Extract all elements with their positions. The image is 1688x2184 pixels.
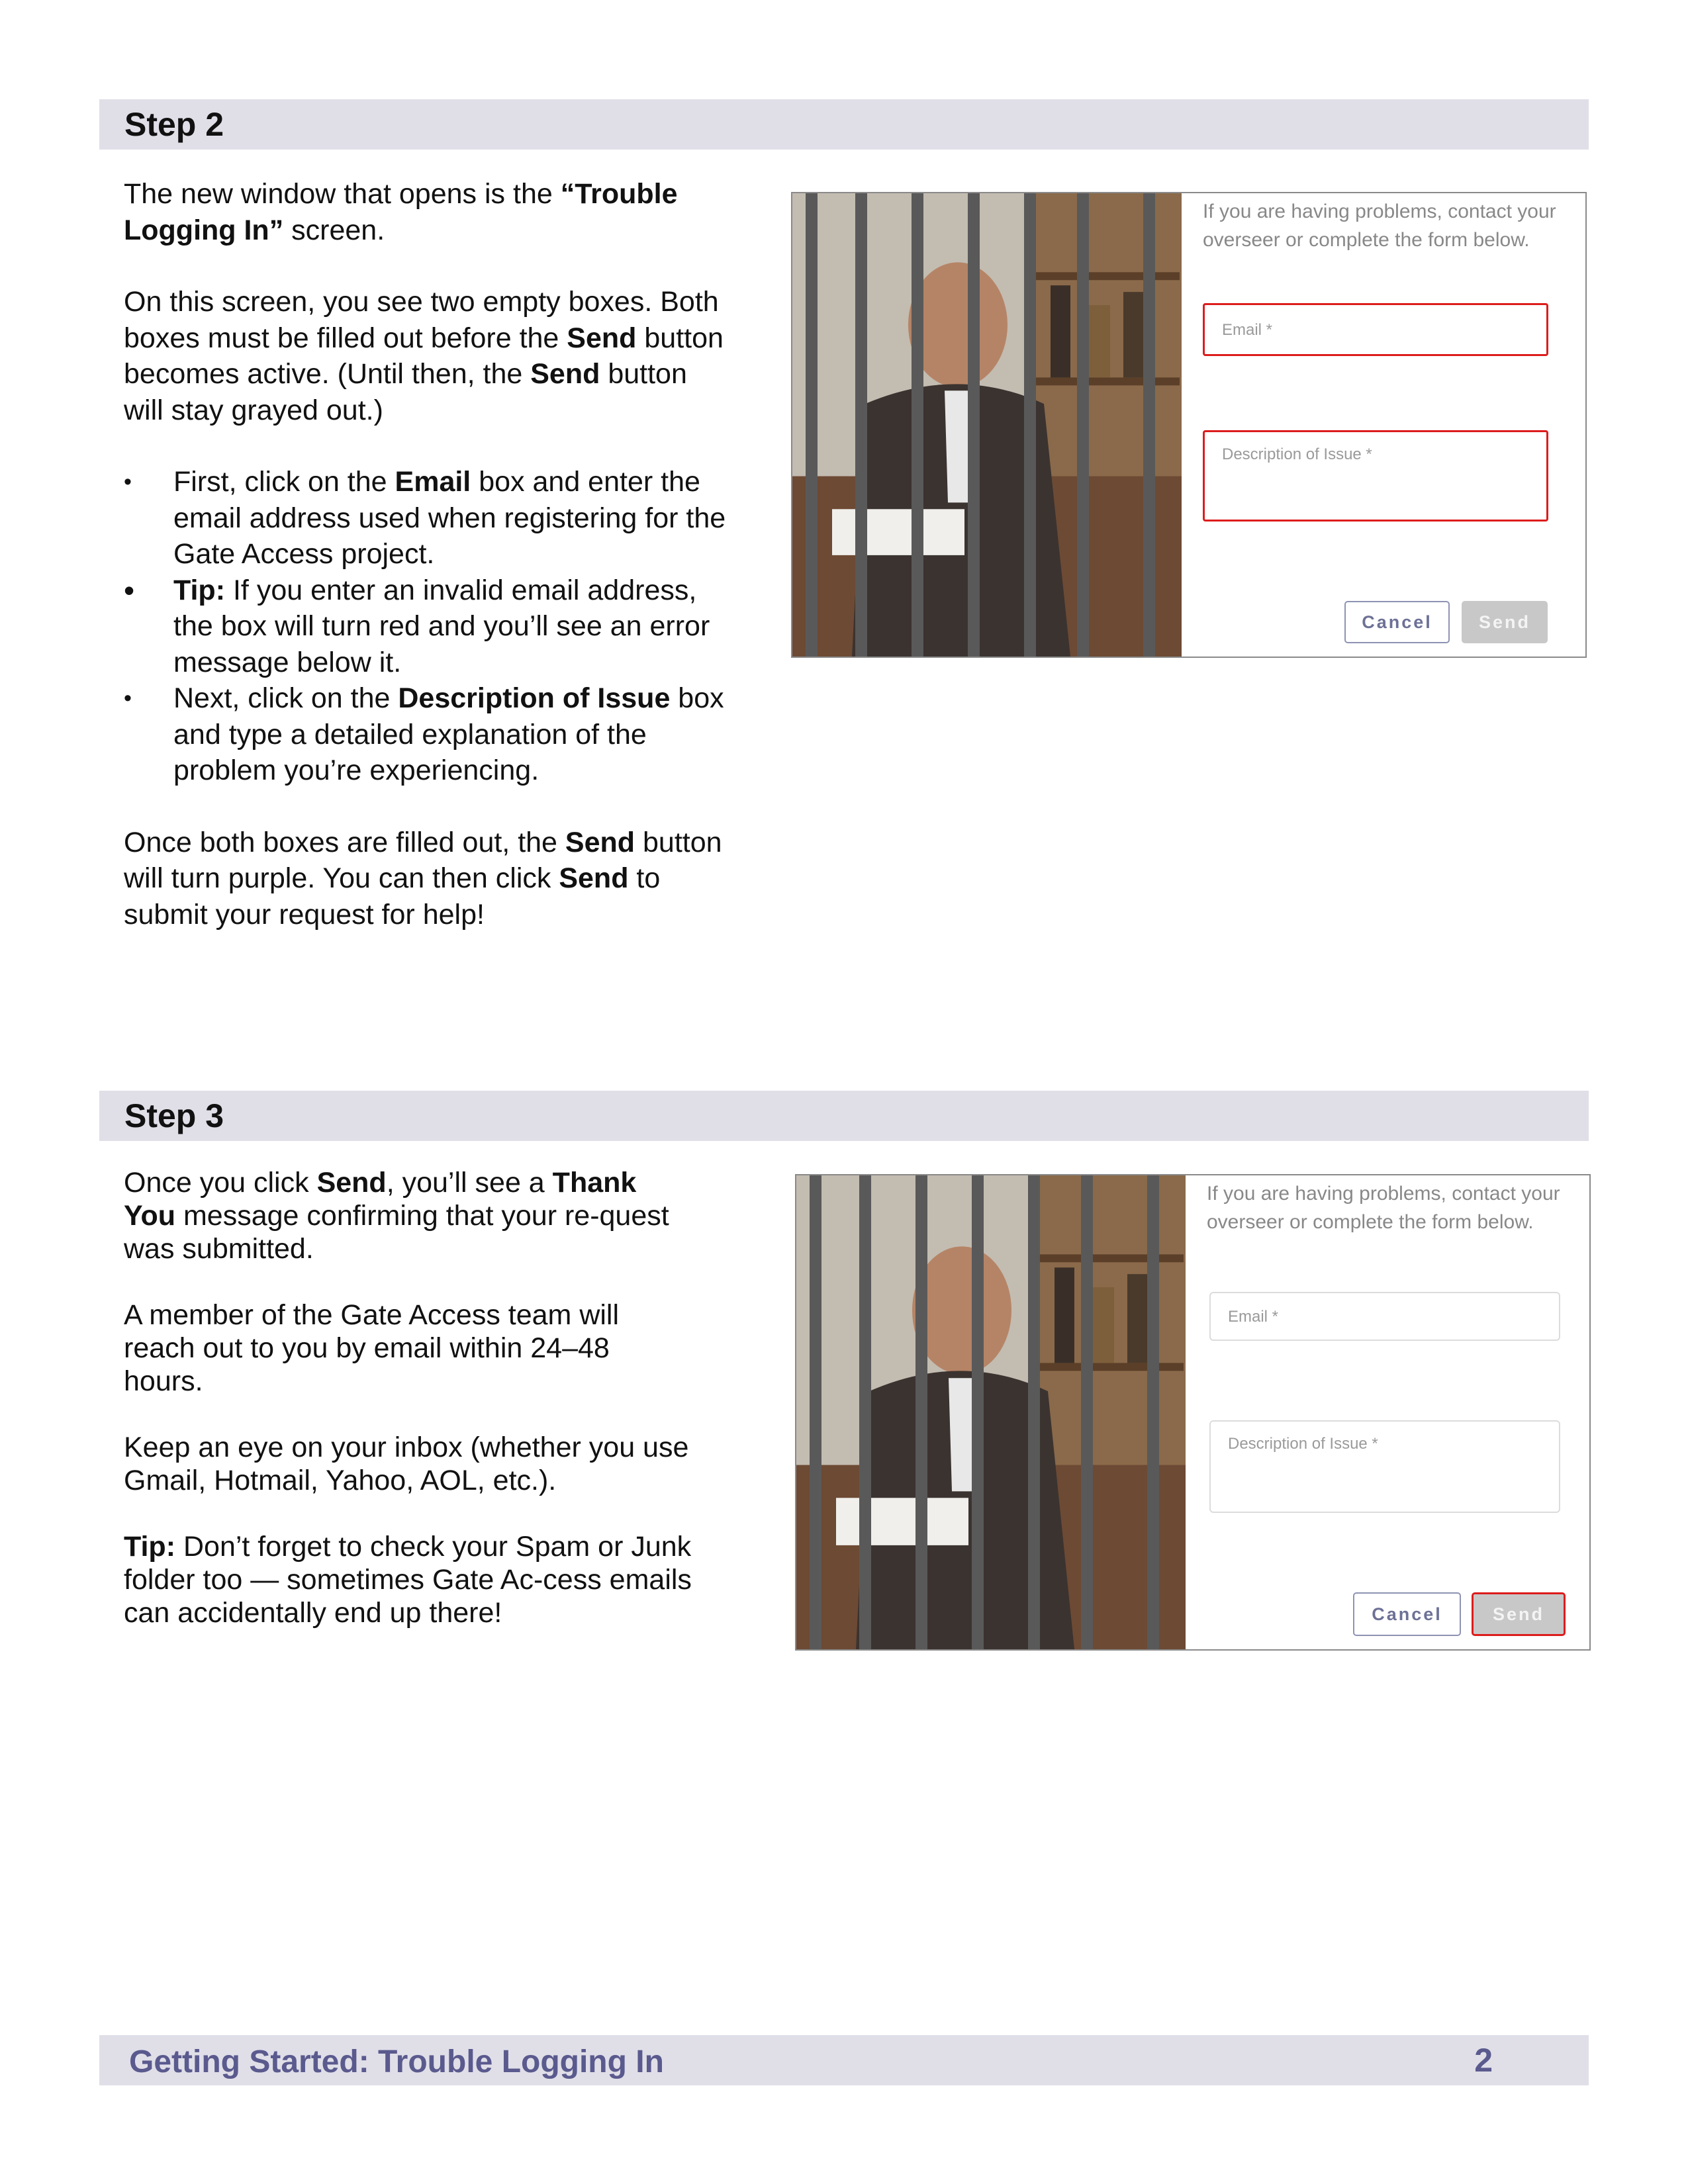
page-number: 2	[1474, 2042, 1493, 2079]
jail-bars-photo	[792, 193, 1182, 657]
step3-heading: Step 3	[124, 1097, 224, 1134]
step3-paragraph-1: Once you click Send, you’ll see a Thank You message confirming that your re-quest was submitted.	[124, 1167, 669, 1265]
step2-screenshot	[791, 192, 1587, 658]
trouble-login-form	[1182, 193, 1585, 657]
send-button[interactable]: Send	[1462, 601, 1548, 643]
step2-header-band	[99, 99, 1589, 150]
step2-text	[124, 176, 733, 933]
email-placeholder: Email *	[1228, 1308, 1279, 1326]
jail-bars-photo	[796, 1175, 1186, 1649]
trouble-login-form	[1186, 1175, 1589, 1649]
man-behind-bars-image	[792, 193, 1182, 657]
footer-title: Getting Started: Trouble Logging In	[129, 2044, 664, 2079]
description-placeholder: Description of Issue *	[1228, 1435, 1378, 1453]
step2-heading: Step 2	[124, 106, 224, 143]
cancel-button[interactable]: Cancel	[1353, 1592, 1461, 1636]
description-field[interactable]	[1209, 1420, 1560, 1513]
email-placeholder: Email *	[1222, 321, 1273, 339]
step3-paragraph-3: Keep an eye on your inbox (whether you use Gmail, Hotmail, Yahoo, AOL, etc.).	[124, 1432, 689, 1496]
step2-paragraph-2: On this screen, you see two empty boxes. Both boxes must be filled out before the Send button becomes active. (Until then, the Send button will stay grayed out.)	[124, 286, 724, 426]
description-field[interactable]	[1203, 430, 1548, 522]
step3-text	[124, 1166, 693, 1629]
cancel-button[interactable]: Cancel	[1344, 601, 1450, 643]
list-item: • First, click on the Email box and enter the email address used when registering for the Gate Access project.	[124, 464, 733, 572]
send-button[interactable]: Send	[1472, 1592, 1566, 1636]
step2-paragraph-3: Once both boxes are filled out, the Send button will turn purple. You can then click Send to submit your request for help!	[124, 826, 722, 931]
step3-screenshot	[795, 1174, 1591, 1651]
step3-paragraph-4: Tip: Don’t forget to check your Spam or Junk folder too — sometimes Gate Ac-cess emails can accidentally end up there!	[124, 1531, 692, 1629]
man-behind-bars-image	[796, 1175, 1186, 1649]
step2-bullet-list	[124, 464, 733, 789]
page-footer	[99, 2035, 1589, 2085]
list-item: • Next, click on the Description of Issue box and type a detailed explanation of the problem you’re experiencing.	[124, 680, 733, 789]
form-intro-text: If you are having problems, contact your overseer or complete the form below.	[1207, 1183, 1560, 1233]
step3-header-band	[99, 1091, 1589, 1141]
step3-paragraph-2: A member of the Gate Access team will reach out to you by email within 24–48 hours.	[124, 1299, 620, 1397]
list-item: • Tip: If you enter an invalid email address, the box will turn red and you’ll see an error message below it.	[124, 572, 733, 681]
form-intro-text: If you are having problems, contact your overseer or complete the form below.	[1203, 201, 1556, 251]
step2-paragraph-1: The new window that opens is the “Trouble Logging In” screen.	[124, 178, 678, 246]
email-field[interactable]	[1203, 303, 1548, 356]
description-placeholder: Description of Issue *	[1222, 445, 1372, 463]
email-field[interactable]	[1209, 1292, 1560, 1341]
